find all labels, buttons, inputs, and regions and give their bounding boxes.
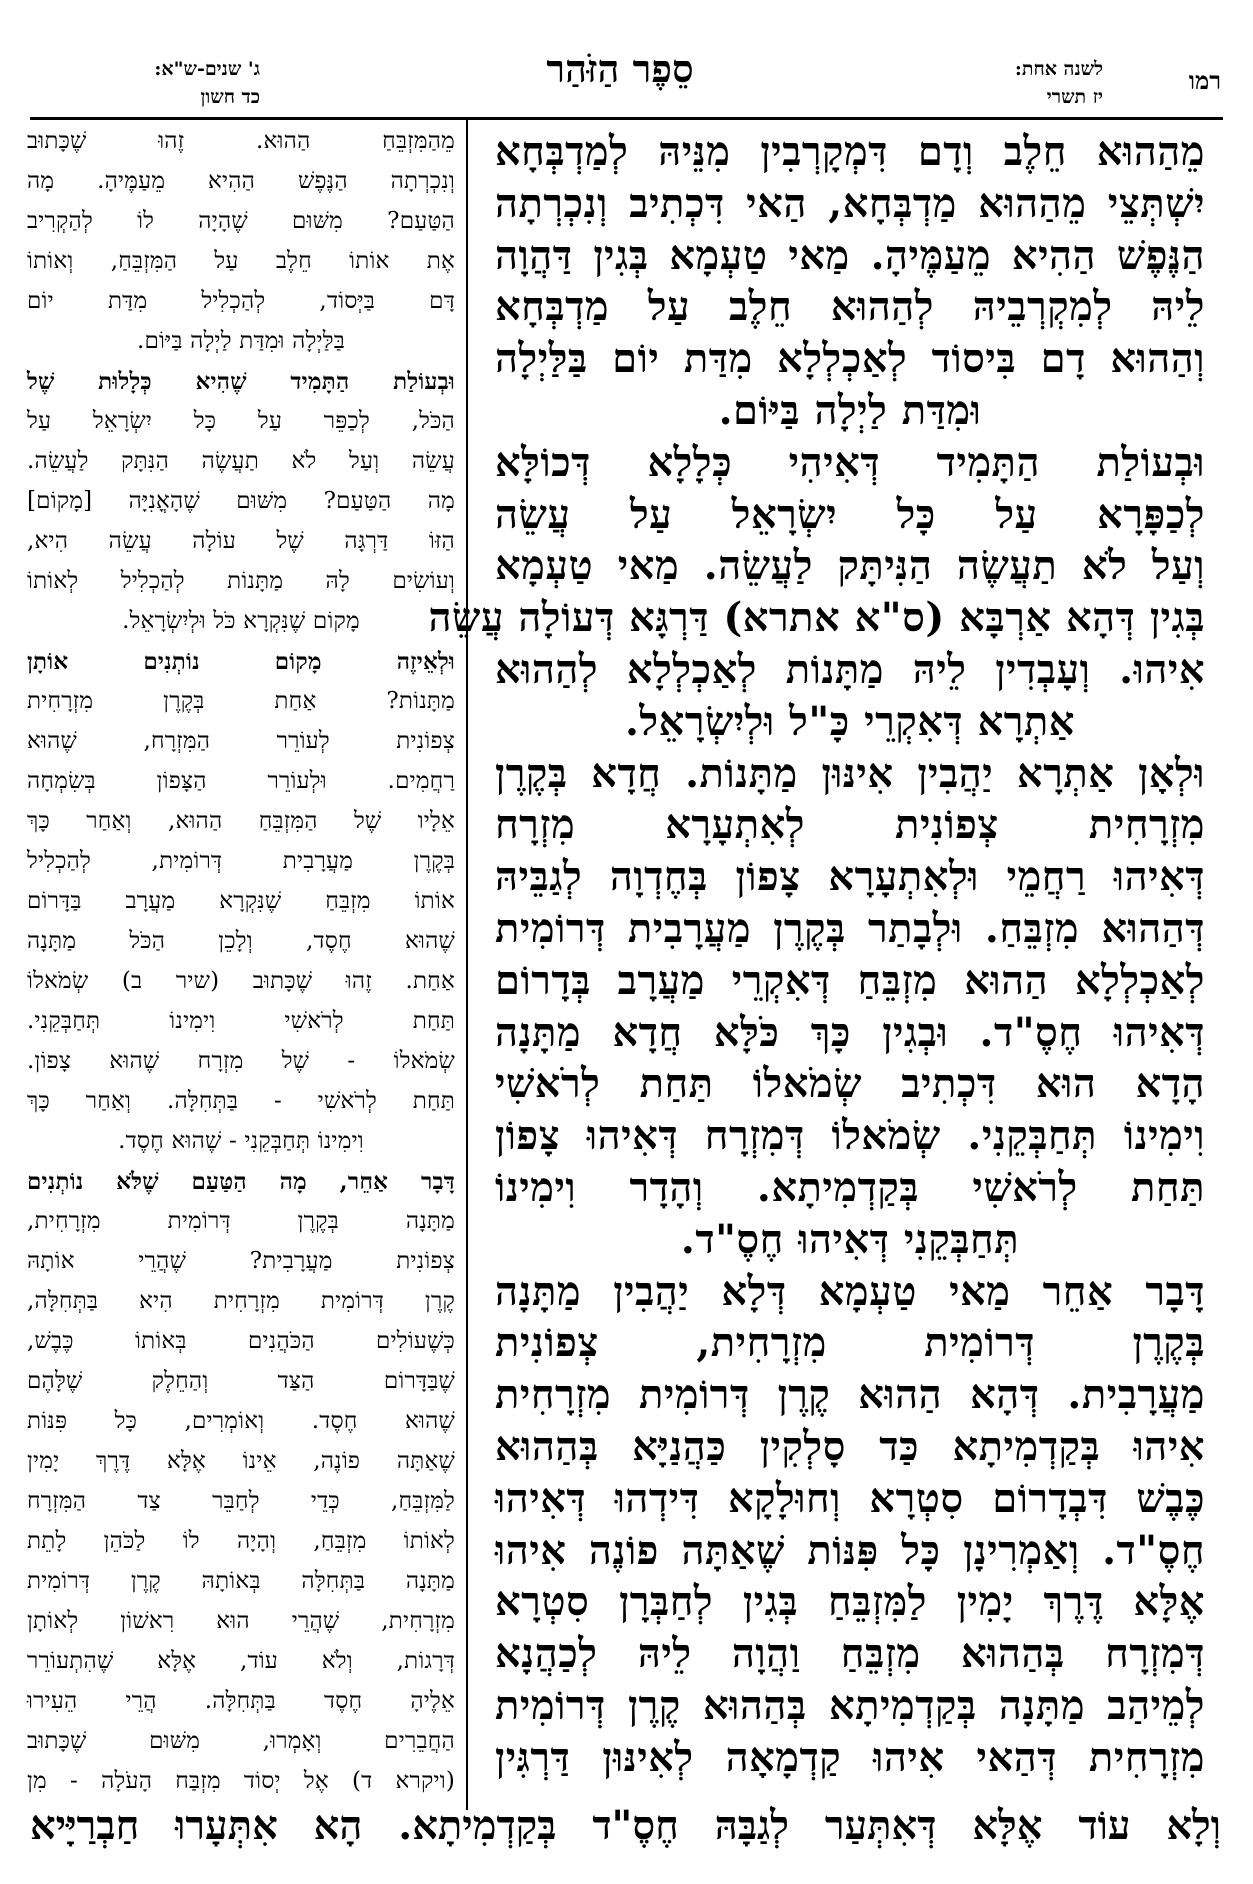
text-line: לֵיהּ לְמִקְרְבֵיהּ לְהַהוּא חֵלֶב עַל מַדְבְּחָא [495,283,1205,331]
translation-line: וְנִכְרְתָה הַנֶּפֶשׁ הַהִיא מֵעַמֶּיהָ. מָה [27,168,455,194]
translation-line: אֶת אוֹתוֹ חֵלֶב עַל הַמִּזְבֵּחַ, וְאוֹתוֹ [27,248,455,274]
translation-line: מַתָּנָה בְּקֶרֶן דְּרוֹמִית מִזְרָחִית, [27,1208,455,1234]
text-line: וְהַהוּא דָם בִּיסוֹד לְאַכְלְלָא מִדַּת יוֹם בַּלַּיְלָה [495,335,1205,383]
text-line: אֶלָּא דֶּרֶךְ יָמִין לַמִּזְבֵּחַ בְּגִין לְחַבְּרָן סִטְרָא [495,1578,1205,1626]
text-line: כֶּבֶשׁ דִּבְדָרוֹם סִטְרָא וְחוּלָקָא דִּידְהוּ דְּאִיהוּ [495,1474,1205,1522]
text-line: הָדָא הוּא דִּכְתִיב שְׂמֹאלוֹ תַּחַת לְרֹאשִׁי [495,1060,1205,1108]
translation-line: הַכֹּל, לְכַפֵּר עַל כָּל יִשְׂרָאֵל עַל [27,408,455,434]
translation-line: הַחֲבֵרִים וְאָמְרוּ, מִשּׁוּם שֶׁכָּתוּב [27,1728,455,1754]
text-line: מֵהַהוּא חֵלֶב וְדָם דִּמְקָרְבִין מִנֵּיהּ לְמַדְבְּחָא [495,128,1205,175]
text-line: בְּקֶרֶן דְּרוֹמִית מִזְרָחִית, צְפוֹנִית [495,1319,1205,1367]
translation-line: קֶרֶן דְּרוֹמִית מִזְרָחִית הִיא בַּתְּחִלָּה, [27,1288,455,1314]
text-line: אַתְרָא דְּאִקְרֵי כָּ"ל וּלְיִשְׂרָאֵל. [625,697,1075,745]
translation-line: רַחֲמִים. וּלְעוֹרֵר הַצָּפוֹן בְּשִׂמְחָה [27,768,455,794]
text-line: לְאַכְלְלָא הַהוּא מִזְבֵּחַ דְּאִקְרֵי מַעֲרָב בְּדָרוֹם [495,956,1205,1004]
translation-line: הַטַּעַם? מִשּׁוּם שֶׁהָיָה לוֹ לְהַקְרִיב [27,208,455,234]
translation-line: אַחַת. זֶהוּ שֶׁכָּתוּב (שיר ב) שְׂמֹאלוֹ [27,968,455,994]
text-line: הַנֶּפֶשׁ הַהִיא מֵעַמֶּיהָ. מַאי טַעְמָא בְּגִין דַּהֲוָה [495,231,1205,279]
book-title: סֵפֶר הַזֹּהַר [546,46,694,91]
translation-line: מֵהַמִּזְבֵּחַ הַהוּא. זֶהוּ שֶׁכָּתוּב [27,128,455,154]
text-line: וּלְאָן אַתְרָא יַהֲבִין אִינּוּן מַתָּנוֹת. חֲדָא בְּקֶרֶן [495,749,1205,797]
page-number: רמו [1188,66,1221,95]
translation-line: שֶׁבַּדָּרוֹם הַצַּד וְהַחֵלֶק שֶׁלָּהֶם [27,1368,455,1394]
text-line: דָּבָר אַחֵר מַאי טַעְמָא דְּלָא יַהֲבִין מַתָּנָה [495,1267,1205,1315]
text-line: תְּחַבְּקֵנִי דְּאִיהוּ חֶסֶ"ד. [680,1215,1020,1263]
translation-line: צְפוֹנִית לְעוֹרֵר הַמִּזְרָח, שֶׁהוּא [27,728,455,754]
text-line: יִשְׁתְּצֵי מֵהַהוּא מַדְבְּחָא, הַאי דִּכְתִיב וְנִכְרְתָה [495,179,1205,227]
translation-line: אֵלָיו שֶׁל הַמִּזְבֵּחַ הַהוּא, וְאַחַר כָּךְ [27,808,455,834]
translation-line: בְּקֶרֶן מַעֲרָבִית דְּרוֹמִית, לְהַכְלִיל [27,848,455,874]
translation-line: צְפוֹנִית מַעֲרָבִית? שֶׁהֲרֵי אוֹתָהּ [27,1248,455,1274]
text-line: וִימִינוֹ תְּחַבְּקֵנִי. שְׂמֹאלוֹ דְּמִזְרָח דְּאִיהוּ צָפוֹן [495,1112,1205,1160]
translation-line: (ויקרא ד) אֶל יְסוֹד מִזְבַּח הָעֹלָה - מִן [27,1768,455,1794]
text-line: לְכַפָּרָא עַל כָּל יִשְׂרָאֵל עַל עֲשֵׂה [495,490,1205,538]
translation-line: שְׂמֹאלוֹ - שֶׁל מִזְרָח שֶׁהוּא צָפוֹן. [27,1048,455,1074]
translation-line: וִימִינוֹ תְּחַבְּקֵנִי - שֶׁהוּא חֶסֶד. [118,1128,364,1154]
translation-line: כְּשֶׁעוֹלִים הַכֹּהֲנִים בְּאוֹתוֹ כֶּבֶשׁ, [27,1328,455,1354]
translation-line: וּבְעוֹלַת הַתָּמִיד שֶׁהִיא כְּלָלוּת שֶׁל [27,368,455,395]
text-line: וּבְעוֹלַת הַתָּמִיד דְּאִיהִי כְּלָלָא דְּכוֹלָּא [495,438,1205,486]
translation-line: דָּבָר אַחֵר, מָה הַטַּעַם שֶׁלֹּא נוֹתְנִים [27,1168,455,1195]
text-line: תַּחַת לְרֹאשִׁי בְּקַדְמִיתָא. וְהָדָר וִימִינוֹ [495,1164,1205,1211]
translation-line: וּלְאֵיזֶה מָקוֹם נוֹתְנִים אוֹתָן [27,648,455,675]
text-line: וּמִדַּת לַיְלָה בַּיּוֹם. [718,387,982,434]
text-line: דְּאִיהוּ רַחֲמֵי וּלְאִתְעָרָא צָפוֹן בְּחֶדְוָה לְגַבֵּיהּ [495,853,1205,901]
translation-line: מָקוֹם שֶׁנִּקְרָא כֹּל וּלְיִשְׂרָאֵל. [122,608,360,634]
column-divider [466,120,468,1810]
translation-line: תַּחַת לְרֹאשִׁי - בַּתְּחִלָּה. וְאַחַר כָּךְ [27,1088,455,1114]
text-line: מִזְרָחִית דְּהַאי אִיהוּ קַדְמָאָה לְאִינּוּן דַּרְגִּין [495,1733,1205,1781]
translation-line: לְאוֹתוֹ מִזְבֵּחַ, וְהָיָה לוֹ לַכֹּהֵן לָתֵת [27,1528,455,1554]
translation-line: הַזּוֹ דַּרְגָּה שֶׁל עוֹלָה עֲשֵׂה הִיא, [27,528,455,554]
text-line: וְעַל לֹא תַעֲשֶׂה הַנִּיתָּק לַעֲשֵׂה. מַאי טַעְמָא [495,542,1205,590]
text-line: בְּגִין דְּהָא אַרְבָּא (ס"א אתרא) דַּרְגָּא דְּעוֹלָה עֲשֵׂה [428,594,1205,642]
translation-line: אֵלֶיהָ חֶסֶד בַּתְּחִלָּה. הֲרֵי הֵעִירוּ [27,1688,455,1714]
translation-line: לַמִּזְבֵּחַ, כְּדֵי לְחַבֵּר צַד הַמִּזְרָח [27,1488,455,1514]
schedule-three-years: ג' שנים-ש"א: [154,58,260,80]
text-line: דְּמִזְרָח בְּהַהוּא מִזְבֵּחַ וַהֲוָה לֵיהּ לְכַהֲנָא [495,1630,1205,1678]
text-line: לְמֵיהַב מַתָּנָה בְּקַדְמִיתָא בְּהַהוּא קֶרֶן דְּרוֹמִית [495,1682,1205,1729]
translation-line: עֲשֵׂה וְעַל לֹא תַעֲשֶׂה הַנִּתָּק לַעֲשֵׂה. [27,448,455,474]
text-line: דְּהַהוּא מִזְבֵּחַ. וּלְבָתַר בְּקֶרֶן מַעֲרָבִית דְּרוֹמִית [495,905,1205,952]
text-line: אִיהוּ. וְעָבְדִין לֵיהּ מַתָּנוֹת לְאַכְלְלָא לְהַהוּא [495,646,1205,693]
header-divider [30,117,1223,120]
translation-line: אוֹתוֹ מִזְבֵּחַ שֶׁנִּקְרָא מַעֲרָב בַּדָּרוֹם [27,888,455,914]
text-line: חֶסֶ"ד. וְאַמְרִינָן כָּל פִּנּוֹת שֶׁאַתָּה פוֹנֶה אִיהוּ [495,1526,1205,1574]
text-line: מִזְרָחִית צְפוֹנִית לְאִתְעָרָא מִזְרָח [495,801,1205,849]
translation-line: תַּחַת לְרֹאשִׁי וִימִינוֹ תְּחַבְּקֵנִי. [27,1008,455,1034]
translation-line: דְּרָגוֹת, וְלֹא עוֹד, אֶלָּא שֶׁהִתְעוֹרֵר [27,1648,455,1674]
text-line: מַעֲרָבִית. דְּהָא הַהוּא קֶרֶן דְּרוֹמִית מִזְרָחִית [495,1371,1205,1419]
translation-line: שֶׁאַתָּה פוֹנֶה, אֵינוֹ אֶלָּא דֶּרֶךְ יָמִין [27,1448,455,1474]
schedule-one-year-date: יז תשרי [1046,86,1103,108]
schedule-three-years-date: כד חשון [200,86,260,108]
translation-line: מִזְרָחִית, שֶׁהֲרֵי הוּא רִאשׁוֹן לְאוֹתָן [27,1608,455,1634]
text-line: אִיהוּ בְּקַדְמִיתָא כַּד סָלְקִין כַּהֲנַיָּא בְּהַהוּא [495,1423,1205,1470]
translation-line: מַתָּנוֹת? אַחַת בְּקֶרֶן מִזְרָחִית [27,688,455,714]
translation-line: שֶׁהוּא חֶסֶד, וְלָכֵן הַכֹּל מַתָּנָה [27,928,455,954]
translation-line: בַּלַּיְלָה וּמִדַּת לַיְלָה בַּיּוֹם. [136,328,346,354]
translation-line: שֶׁהוּא חֶסֶד. וְאוֹמְרִים, כָּל פִּנּוֹת [27,1408,455,1434]
translation-line: מָה הַטַּעַם? מִשּׁוּם שֶׁהָאֳנִיָּה [מָקוֹם] [27,488,455,514]
translation-line: וְעוֹשִׂים לָהּ מַתָּנוֹת לְהַכְלִיל לְאוֹתוֹ [27,568,455,594]
translation-line: מַתָּנָה בַּתְּחִלָּה בְּאוֹתָהּ קֶרֶן דְּרוֹמִית [27,1568,455,1594]
schedule-one-year: לשנה אחת: [1014,58,1103,80]
translation-line: דָּם בַּיְּסוֹד, לְהַכְלִיל מִדַּת יוֹם [27,288,455,314]
text-line-footer: וְלָא עוֹד אֶלָּא דְּאִתְּעַר לְגַבָּהּ חֶסֶ"ד בְּקַדְמִיתָא. הָא אִתְּעָרוּ חַבְרַיָּיא [30,1802,1221,1849]
text-line: דְּאִיהוּ חֶסֶ"ד. וּבְגִין כָּךְ כֹּלָּא חֲדָא מַתָּנָה [495,1008,1205,1056]
